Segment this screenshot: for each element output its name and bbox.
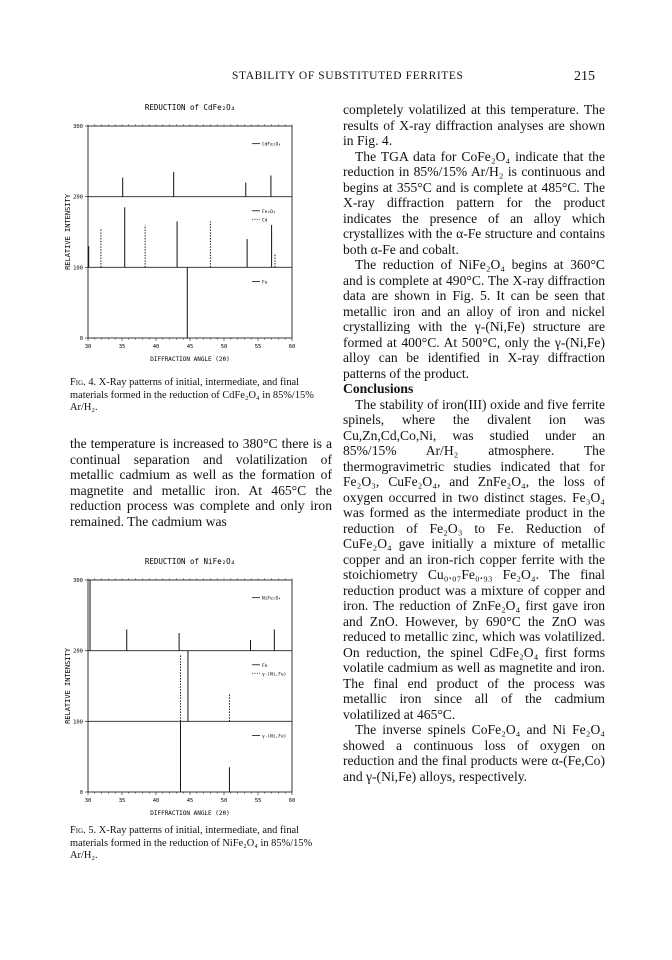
fig5-x-tick-label: 45: [186, 798, 194, 804]
fig5-y-tick-label: 100: [73, 719, 83, 726]
fig5-x-tick-label: 55: [254, 798, 262, 804]
left-paragraph-1: the temperature is increased to 380°C there is a continual separation and volatilization of metallic cadmium as well as the formation of magnetite and metallic iron. At 465°C the reduction process was complete and only iron remained. The cadmium was: [70, 436, 332, 529]
fig4-x-tick-label: 45: [186, 344, 194, 350]
fig5-y-tick-label: 0: [79, 790, 83, 796]
fig4-legend-label: Fe: [262, 280, 268, 286]
fig5-x-tick-label: 35: [118, 798, 126, 804]
figure-5-label: Fig. 5.: [70, 825, 97, 836]
fig5-title: REDUCTION of NiFe₂O₄: [144, 557, 236, 566]
right-column-text: [343, 102, 605, 784]
figure-5-chart: [60, 552, 332, 830]
fig5-legend-label: NiFe₂O₄: [262, 596, 281, 602]
fig5-y-tick-label: 300: [73, 578, 83, 584]
running-title: STABILITY OF SUBSTITUTED FERRITES: [232, 70, 464, 82]
left-column-text: [70, 436, 332, 529]
fig5-legend-label: γ-(Ni,Fe): [262, 734, 287, 740]
fig4-x-tick-label: 35: [118, 344, 126, 350]
figure-4-chart: [60, 98, 332, 376]
fig4-x-tick-label: 30: [84, 344, 92, 350]
fig4-x-tick-label: 40: [152, 344, 160, 350]
fig5-frame: [88, 580, 292, 792]
fig5-x-tick-label: 40: [152, 798, 160, 804]
right-paragraph-1: completely volatilized at this temperature. The results of X-ray diffraction analyses are shown in Fig. 4.: [343, 102, 605, 148]
fig5-x-tick-label: 60: [288, 798, 296, 804]
conclusions-heading: Conclusions: [343, 381, 414, 396]
fig5-x-axis-label: DIFFRACTION ANGLE (2θ): [150, 810, 230, 817]
page-number: 215: [574, 69, 595, 84]
fig5-x-tick-label: 50: [220, 798, 228, 804]
fig4-y-tick-label: 0: [79, 336, 83, 342]
fig5-y-tick-label: 200: [73, 648, 83, 655]
fig4-legend-label: Cd: [262, 218, 268, 224]
fig4-legend-label: CdFe₂O₄: [262, 142, 281, 148]
fig5-x-tick-label: 30: [84, 798, 92, 804]
figure-4-label: Fig. 4.: [70, 377, 97, 388]
figure-4-caption-text: X-Ray patterns of initial, intermediate, and final materials formed in the reduction of CdFe₂O₄ in 85%/15% Ar/H₂.: [70, 377, 314, 413]
figure-5-caption: [70, 825, 332, 863]
fig4-y-tick-label: 300: [73, 124, 83, 130]
fig5-legend-label: γ-(Ni,Fe): [262, 672, 287, 678]
figure-4-caption: [70, 377, 332, 415]
fig4-x-tick-label: 50: [220, 344, 228, 350]
fig4-legend-label: Fe₃O₄: [262, 209, 276, 215]
right-paragraph-2: The TGA data for CoFe₂O₄ indicate that the reduction in 85%/15% Ar/H₂ is continuous and begins at 355°C and is complete at 485°C. The X-ray diffraction pattern for the product indicates the presence of an alloy which crystallizes with the α-Fe structure and contains both α-Fe and cobalt.: [343, 148, 605, 257]
fig5-y-axis-label: RELATIVE INTENSITY: [64, 648, 72, 724]
figure-5-caption-text: X-Ray patterns of initial, intermediate, and final materials formed in the reduction of NiFe₂O₄ in 85%/15% Ar/H₂.: [70, 825, 313, 861]
running-header: [0, 70, 672, 88]
fig4-x-tick-label: 60: [288, 344, 296, 350]
right-paragraph-3: The reduction of NiFe₂O₄ begins at 360°C and is complete at 490°C. The X-ray diffraction data are shown in Fig. 5. It can be seen that metallic iron and an alloy of iron and nickel crystallizing with the γ-(Ni,Fe) structure are formed at 400°C. At 500°C, only the γ-(Ni,Fe) alloy can be identified in X-ray diffraction patterns of the product.: [343, 257, 605, 381]
right-paragraph-5: The inverse spinels CoFe₂O₄ and Ni Fe₂O₄ showed a continuous loss of oxygen on reduction and the final products were α-(Fe,Co) and γ-(Ni,Fe) alloys, respectively.: [343, 722, 605, 784]
fig4-title: REDUCTION of CdFe₂O₄: [144, 103, 236, 112]
fig4-frame: [88, 126, 292, 338]
fig4-y-tick-label: 100: [73, 265, 83, 272]
right-paragraph-4: The stability of iron(III) oxide and five ferrite spinels, where the divalent ion was Cu,Zn,Cd,Co,Ni, was studied under an 85%/15% Ar/H₂ atmosphere. The thermogravimetric studies indicated that for Fe₂O₃, CuFe₂O₄, and ZnFe₂O₄, the loss of oxygen occurred in two distinct stages. Fe₃O₄ was formed as the intermediate product in the reduction of Fe₂O₃ to Fe. Reduction of CuFe₂O₄ gave initially a mixture of metallic copper and an iron-rich copper ferrite with the stoichiometry Cu₀.₀₇Fe₀.₉₃ Fe₂O₄. The final reduction product was a mixture of copper and iron. The reduction of ZnFe₂O₄ first gave iron and ZnO. However, by 690°C the ZnO was reduced to metallic zinc, which was volatilized. On reduction, the spinel CdFe₂O₄ first forms volatile cadmium as well as magnetite and iron. The final end product of the process was metallic iron since all of the cadmium volatilized at 465°C.: [343, 396, 605, 722]
fig4-x-axis-label: DIFFRACTION ANGLE (2θ): [150, 356, 230, 363]
fig4-y-tick-label: 200: [73, 194, 83, 201]
fig4-y-axis-label: RELATIVE INTENSITY: [64, 194, 72, 270]
fig4-x-tick-label: 55: [254, 344, 262, 350]
fig5-legend-label: Fe: [262, 663, 268, 669]
